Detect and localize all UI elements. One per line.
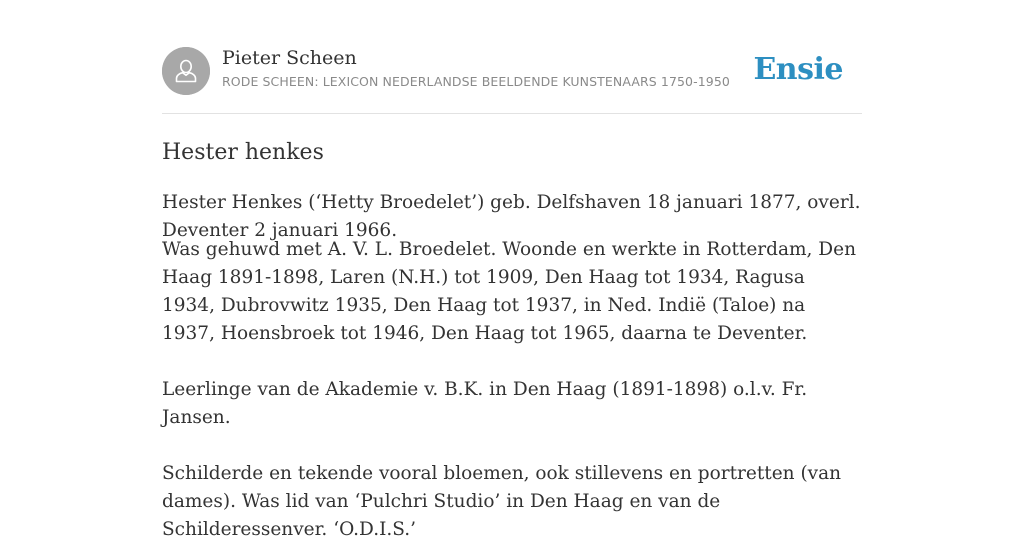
article-paragraph-residence: Was gehuwd met A. V. L. Broedelet. Woonde en werkte in Rotterdam, Den Haag 1891-1898, Laren (N.H.) tot 1909, Den Haag tot 1934, Ragusa 1934, Dubrovwitz 1935, Den Haag tot 1937, in Ned. Indië (Taloe) na 1937, Hoensbroek tot 1946, Den Haag tot 1965, daarna te Deventer. xyxy=(162,239,857,344)
brand-logo[interactable]: Ensie xyxy=(753,52,843,87)
author-block xyxy=(222,45,730,91)
article-paragraph-work: Schilderde en tekende vooral bloemen, ook stillevens en portretten (van dames). Was lid van ‘Pulchri Studio’ in Den Haag en van de Schilderessenver. ‘O.D.I.S.’ xyxy=(162,463,842,540)
header xyxy=(162,0,862,114)
page-container xyxy=(162,0,862,540)
paragraph-gap xyxy=(162,432,862,460)
paragraph-gap xyxy=(162,348,862,376)
author-name[interactable]: Pieter Scheen xyxy=(222,47,357,69)
article-paragraph-education: Leerlinge van de Akademie v. B.K. in Den Haag (1891-1898) o.l.v. Fr. Jansen. xyxy=(162,379,808,428)
article-title: Hester henkes xyxy=(162,140,324,165)
article-body xyxy=(162,189,862,544)
user-avatar-icon[interactable] xyxy=(162,47,210,95)
article-paragraph-birth: Hester Henkes (‘Hetty Broedelet’) geb. Delfshaven 18 januari 1877, overl. Deventer 2 januari 1966. xyxy=(162,192,861,241)
source-title[interactable]: RODE SCHEEN: LEXICON NEDERLANDSE BEELDENDE KUNSTENAARS 1750-1950 xyxy=(222,74,730,89)
